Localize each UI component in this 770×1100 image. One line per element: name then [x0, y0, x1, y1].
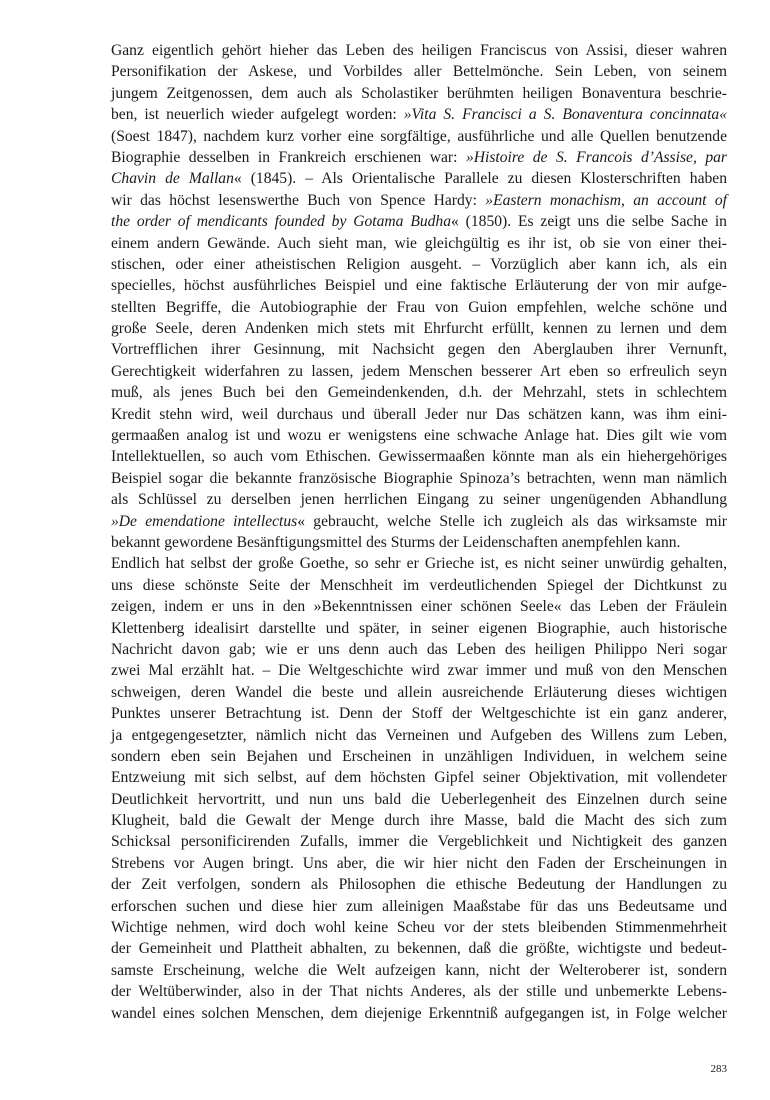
text-line: [111, 532, 727, 553]
text-segment: der Gemeinheit und Plattheit abhalten, zu bekennen, daß die größte, wichtigste und bedeut-: [111, 940, 727, 958]
text-line: [111, 233, 727, 254]
italic-title: Chavin de Mallan: [111, 170, 234, 188]
text-segment: Biographie desselben in Frankreich erschienen war:: [111, 148, 466, 166]
text-line: [111, 618, 727, 639]
italic-title: »Histoire de S. Francois d’Assise, par: [465, 148, 727, 166]
text-segment: der Zeit verfolgen, sondern als Philosophen die ethische Bedeutung der Handlungen zu: [111, 876, 727, 894]
text-segment: einem andern Gewände. Auch sieht man, wie gleichgültig es ihr ist, ob sie von einer thei-: [111, 234, 727, 252]
text-line: [111, 831, 727, 852]
text-line: [111, 104, 727, 125]
text-segment: erforschen suchen und diese hier zum alleinigen Maaßstabe für das uns Bedeutsame und: [111, 897, 727, 915]
text-line: [111, 168, 727, 189]
text-segment: Vortrefflichen ihrer Gesinnung, mit Nachsicht gegen den Aberglauben ihrer Vernunft,: [111, 341, 727, 359]
text-line: [111, 981, 727, 1002]
text-segment: germaaßen analog ist und wozu er wenigstens eine schwache Anlage hat. Dies gilt wie vom: [111, 427, 727, 445]
text-segment: Gerechtigkeit widerfahren zu lassen, jedem Menschen besserer Art eben so erfreulich seyn: [111, 362, 727, 380]
text-segment: muß, als jenes Buch bei den Gemeindenkenden, d.h. der Mehrzahl, stets in schlechtem: [111, 384, 727, 402]
text-line: [111, 767, 727, 788]
text-line: [111, 682, 727, 703]
text-line: [111, 40, 727, 61]
text-segment: ben, ist neuerlich wieder aufgelegt worden:: [111, 106, 404, 124]
text-segment: Beispiel sogar die bekannte französische Biographie Spinoza’s betrachten, wenn man nämlich: [111, 469, 727, 487]
text-line: [111, 874, 727, 895]
text-segment: « gebraucht, welche Stelle ich zugleich als das wirksamste mir: [297, 512, 727, 530]
text-line: [111, 404, 727, 425]
text-segment: wandel eines solchen Menschen, dem diejenige Erkenntniß aufgegangen ist, in Folge welcher: [111, 1004, 727, 1022]
text-segment: Ganz eigentlich gehört hieher das Leben des heiligen Franciscus von Assisi, dieser wahren: [111, 42, 727, 59]
text-segment: Schicksal personificirenden Zufalls, immer die Vergeblichkeit und Nichtigkeit des ganzen: [111, 833, 727, 851]
text-segment: als Schlüssel zu derselben jenen herrlichen Eingang zu seiner ungenügenden Abhandlung: [111, 491, 727, 509]
text-line: [111, 575, 727, 596]
text-line: [111, 810, 727, 831]
text-line: [111, 425, 727, 446]
text-segment: große Seele, deren Andenken mich stets mit Ehrfurcht erfüllt, kennen zu lernen und dem: [111, 320, 727, 338]
text-segment: Wichtige nehmen, wird doch wohl keine Scheu vor der stets bleibenden Stimmenmehrheit: [111, 919, 727, 937]
text-segment: Klugheit, bald die Gewalt der Menge durch ihre Masse, bald die Macht des sich zum: [111, 812, 727, 830]
text-line: [111, 382, 727, 403]
text-line: [111, 511, 727, 532]
italic-title: »De emendatione intellectus: [111, 512, 298, 530]
text-line: [111, 211, 727, 232]
text-line: [111, 960, 727, 981]
text-line: [111, 553, 727, 574]
text-segment: Intellektuellen, so auch vom Ethischen. Gewissermaaßen könnte man als ein hiehergehöriges: [111, 448, 727, 466]
text-line: [111, 361, 727, 382]
text-segment: stellten Begriffe, die Autobiographie der Frau von Guion empfehlen, welche schöne und: [111, 298, 727, 316]
text-segment: sondern eben sein Bejahen und Erscheinen in unzähligen Individuen, in welchem seine: [111, 747, 727, 765]
text-segment: schweigen, deren Wandel die beste und allein ausreichende Erläuterung dieses wichtigen: [111, 683, 727, 701]
text-segment: Endlich hat selbst der große Goethe, so sehr er Grieche ist, es nicht seiner unwürdig gehalten,: [111, 555, 727, 573]
text-segment: (Soest 1847), nachdem kurz vorher eine sorgfältige, ausführliche und alle Quellen benutzende: [111, 127, 727, 145]
text-segment: wir das höchst lesenswerthe Buch von Spence Hardy:: [111, 191, 486, 209]
text-segment: zwei Mal erzählt hat. – Die Weltgeschichte wird zwar immer und muß von den Menschen: [111, 662, 727, 680]
text-segment: Kredit stehn wird, weil durchaus und überall Jeder nur Das schätzen kann, was ihm eini-: [111, 405, 727, 423]
text-line: [111, 938, 727, 959]
text-line: [111, 746, 727, 767]
text-segment: « (1845). – Als Orientalische Parallele zu diesen Klosterschriften haben: [233, 170, 727, 188]
text-segment: Nachricht davon gab; wie er uns denn auch das Leben des heiligen Philippo Neri sogar: [111, 640, 727, 658]
text-line: [111, 275, 727, 296]
text-line: [111, 489, 727, 510]
text-line: [111, 61, 727, 82]
text-segment: Personifikation der Askese, und Vorbildes aller Bettelmönche. Sein Leben, von seinem: [111, 63, 727, 81]
text-line: [111, 339, 727, 360]
text-segment: Klettenberg idealisirt darstellte und später, in seiner eigenen Biographie, auch historische: [111, 619, 727, 637]
text-line: [111, 725, 727, 746]
text-line: [111, 254, 727, 275]
text-line: [111, 703, 727, 724]
text-segment: zeigen, indem er uns in den »Bekenntnissen einer schönen Seele« das Leben der Fräulein: [111, 598, 727, 616]
text-segment: Entzweiung mit sich selbst, auf dem höchsten Gipfel seiner Objektivation, mit vollendeter: [111, 769, 727, 787]
text-line: [111, 468, 727, 489]
text-line: [111, 596, 727, 617]
text-segment: bekannt gewordene Besänftigungsmittel des Sturms der Leidenschaften anempfehlen kann.: [111, 533, 681, 551]
text-line: [111, 190, 727, 211]
text-line: [111, 126, 727, 147]
text-line: [111, 83, 727, 104]
text-line: [111, 297, 727, 318]
text-line: [111, 446, 727, 467]
text-line: [111, 1003, 727, 1024]
text-line: [111, 896, 727, 917]
italic-title: the order of mendicants founded by Gotama Budha: [111, 213, 452, 231]
text-segment: Punktes unserer Betrachtung ist. Denn der Stoff der Weltgeschichte ist ein ganz anderer,: [111, 705, 727, 723]
text-segment: Deutlichkeit hervortritt, und nun uns bald die Ueberlegenheit des Einzelnen durch seine: [111, 790, 727, 808]
text-segment: samste Erscheinung, welche die Welt aufzeigen kann, nicht der Welteroberer ist, sondern: [111, 961, 727, 979]
text-segment: Strebens vor Augen bringt. Uns aber, die wir hier nicht den Faden der Erscheinungen in: [111, 854, 727, 872]
text-segment: ja entgegengesetzter, nämlich nicht das Verneinen und Aufgeben des Willens zum Leben,: [111, 726, 727, 744]
text-segment: uns diese schönste Seite der Menschheit im verdeutlichenden Spiegel der Dichtkunst zu: [111, 576, 727, 594]
page-number: 283: [710, 1063, 727, 1075]
text-line: [111, 660, 727, 681]
text-line: [111, 789, 727, 810]
text-segment: der Weltüberwinder, also in der That nichts Anderes, als der stille und unbemerkte Lebens-: [111, 983, 727, 1001]
text-line: [111, 147, 727, 168]
text-segment: stischen, oder einer atheistischen Religion ausgeht. – Vorzüglich aber kann ich, als ein: [111, 255, 727, 273]
text-line: [111, 639, 727, 660]
italic-title: »Vita S. Francisci a S. Bonaventura concinnata«: [403, 106, 728, 124]
body-text: [111, 40, 727, 1024]
text-segment: jungem Zeitgenossen, dem auch als Scholastiker berühmten heiligen Bonaventura beschrie-: [111, 84, 727, 102]
text-segment: « (1850). Es zeigt uns die selbe Sache in: [451, 213, 727, 231]
text-line: [111, 917, 727, 938]
text-segment: specielles, höchst ausführliches Beispiel und eine faktische Erläuterung der von mir aufge-: [111, 277, 727, 295]
text-line: [111, 318, 727, 339]
text-line: [111, 853, 727, 874]
italic-title: »Eastern monachism, an account of: [485, 191, 727, 209]
